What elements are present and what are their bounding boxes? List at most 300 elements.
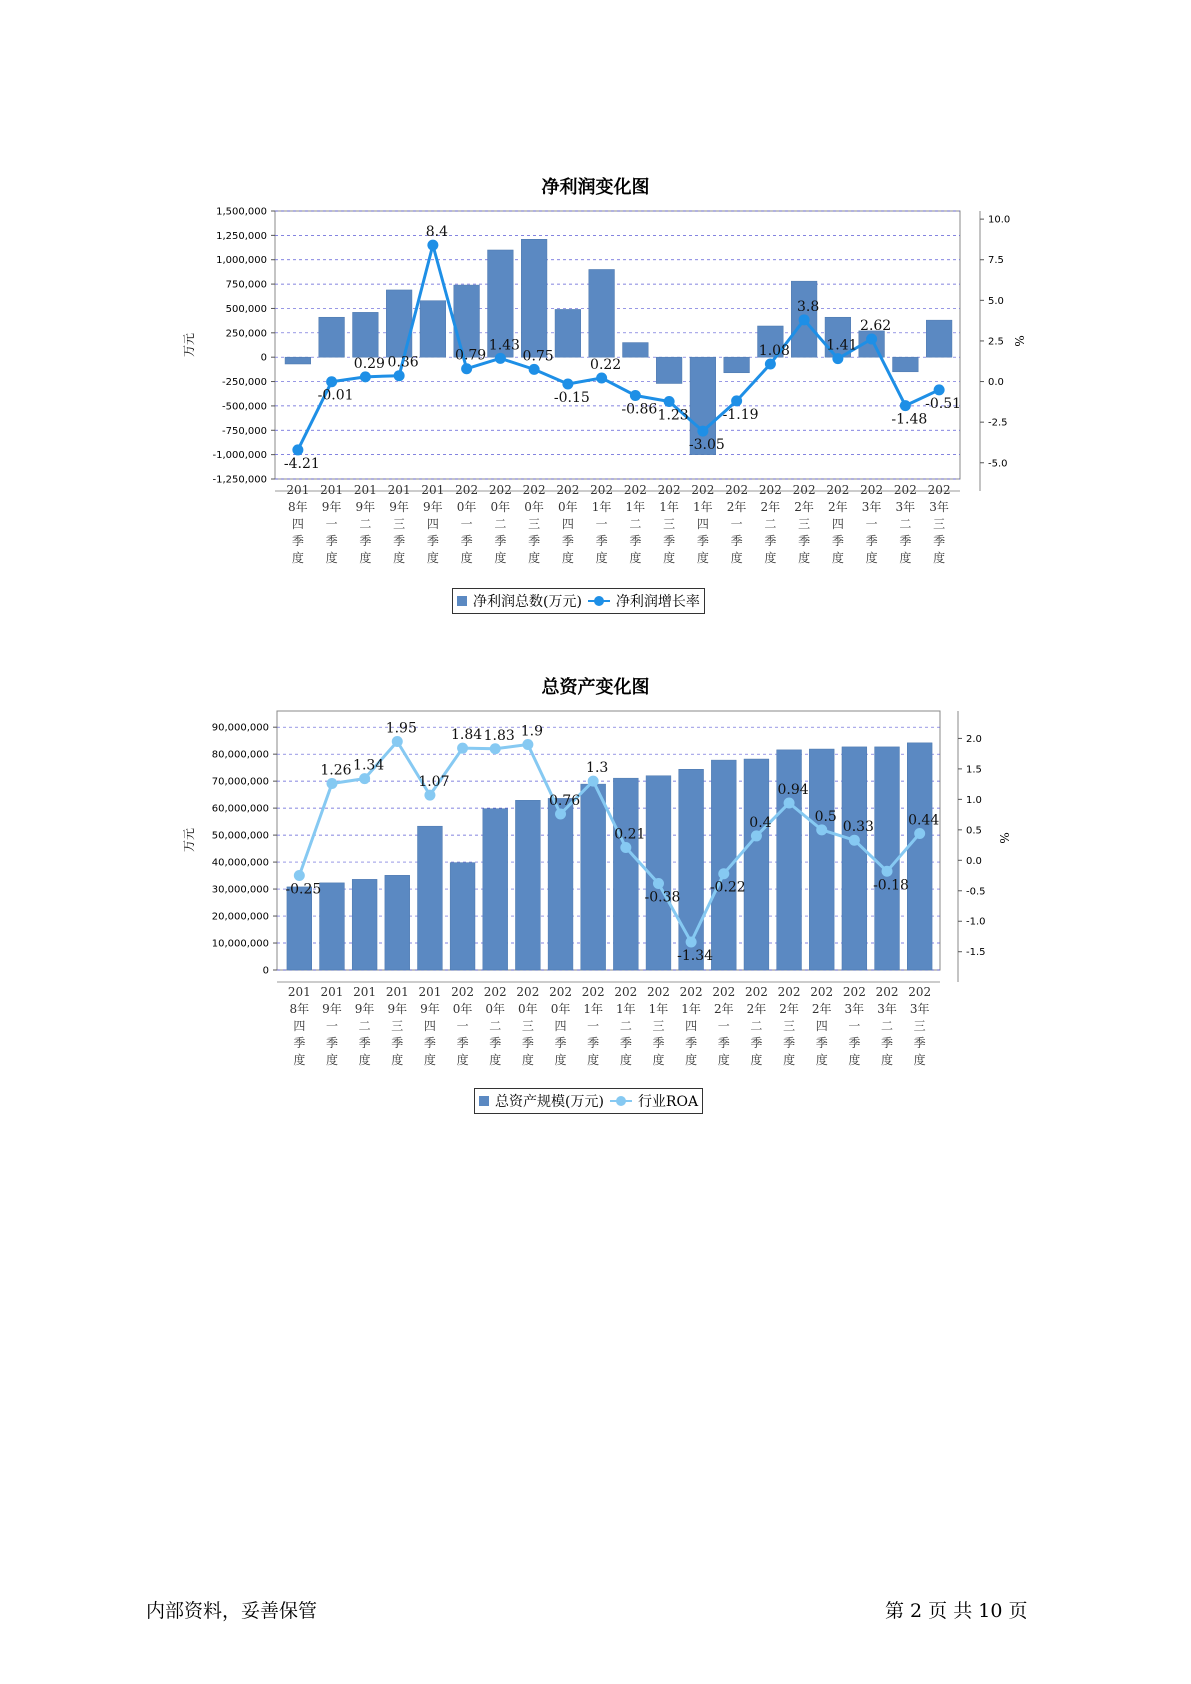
x-tick-label: 9年 <box>387 1002 408 1016</box>
x-tick-label: 一 <box>717 1019 730 1033</box>
x-tick-label: 四 <box>815 1019 828 1033</box>
x-tick-label: 度 <box>393 551 406 565</box>
x-tick-label: 度 <box>423 1053 436 1067</box>
data-label: 0.4 <box>749 814 772 831</box>
line-point <box>653 878 664 889</box>
x-tick-label: 一 <box>325 517 338 531</box>
data-label: 1.43 <box>488 337 520 354</box>
line-point <box>522 739 533 750</box>
x-tick-label: 202 <box>777 985 801 999</box>
x-tick-label: 202 <box>679 985 703 999</box>
y2-tick-label: -2.5 <box>988 417 1008 429</box>
x-tick-label: 3年 <box>877 1002 897 1016</box>
x-tick-label: 二 <box>619 1019 632 1033</box>
x-tick-label: 度 <box>815 1053 828 1067</box>
x-tick-label: 季 <box>685 1036 698 1050</box>
data-label: 1.84 <box>450 727 483 744</box>
y-tick-label: 1,000,000 <box>216 255 267 267</box>
x-tick-label: 202 <box>712 985 736 999</box>
bar <box>875 747 900 970</box>
data-label: 0.44 <box>908 812 940 829</box>
x-tick-label: 度 <box>325 551 338 565</box>
x-tick-label: 9年 <box>354 1002 375 1016</box>
x-tick-label: 202 <box>614 985 638 999</box>
x-tick-label: 季 <box>933 534 946 548</box>
bar <box>352 879 377 970</box>
x-tick-label: 四 <box>831 517 844 531</box>
x-tick-label: 季 <box>696 534 709 548</box>
x-tick-label: 度 <box>293 1053 306 1067</box>
x-tick-label: 度 <box>291 551 304 565</box>
x-tick-label: 度 <box>783 1053 796 1067</box>
chart-title: 净利润变化图 <box>541 177 650 198</box>
line-point <box>392 736 403 747</box>
data-label: 0.21 <box>614 826 646 843</box>
x-tick-label: 季 <box>325 534 338 548</box>
x-tick-label: 202 <box>927 483 951 497</box>
line-legend-swatch <box>610 1095 632 1107</box>
chart-title: 总资产变化图 <box>541 677 650 698</box>
x-tick-label: 季 <box>730 534 743 548</box>
x-tick-label: 四 <box>554 1019 567 1033</box>
data-label: 1.07 <box>418 774 450 791</box>
y2-tick-label: 5.0 <box>988 295 1004 307</box>
x-tick-label: 度 <box>359 551 372 565</box>
line-point <box>718 868 729 879</box>
x-tick-label: 度 <box>325 1053 338 1067</box>
bar <box>320 883 345 970</box>
data-label: 0.22 <box>590 356 622 373</box>
x-tick-label: 季 <box>619 1036 632 1050</box>
bar <box>418 826 443 970</box>
x-tick-label: 3年 <box>909 1002 930 1016</box>
x-tick-label: 9年 <box>355 500 376 514</box>
bar <box>385 875 410 970</box>
x-tick-label: 度 <box>717 1053 730 1067</box>
y2-tick-label: 0.0 <box>966 855 982 867</box>
x-tick-label: 季 <box>881 1036 894 1050</box>
y2-tick-label: -1.0 <box>966 916 986 928</box>
x-tick-label: 度 <box>685 1053 698 1067</box>
x-tick-label: 三 <box>528 517 541 531</box>
x-tick-label: 202 <box>451 985 475 999</box>
y-tick-label: 30,000,000 <box>211 884 269 896</box>
data-label: -0.25 <box>285 881 322 898</box>
x-tick-label: 度 <box>494 551 507 565</box>
x-tick-label: 三 <box>798 517 811 531</box>
y-tick-label: -1,250,000 <box>212 474 267 486</box>
x-tick-label: 度 <box>521 1053 534 1067</box>
x-tick-label: 季 <box>663 534 676 548</box>
x-tick-label: 季 <box>913 1036 926 1050</box>
data-label: 0.33 <box>842 819 874 836</box>
data-label: 8.4 <box>425 224 449 241</box>
x-tick-label: 9年 <box>420 1002 440 1016</box>
x-tick-label: 季 <box>391 1036 404 1050</box>
data-label: 0.36 <box>387 354 419 371</box>
y-tick-label: 70,000,000 <box>211 776 269 788</box>
legend-label: 行业ROA <box>637 1094 699 1110</box>
y-tick-label: -250,000 <box>222 377 267 389</box>
line-point <box>588 776 599 787</box>
x-tick-label: 四 <box>423 1019 436 1033</box>
x-tick-label: 201 <box>418 985 442 999</box>
x-tick-label: 202 <box>581 985 605 999</box>
x-tick-label: 202 <box>744 985 768 999</box>
x-tick-label: 0年 <box>518 1002 538 1016</box>
x-tick-label: 一 <box>456 1019 469 1033</box>
x-tick-label: 2年 <box>713 1002 734 1016</box>
x-tick-label: 2年 <box>794 500 814 514</box>
bar <box>450 863 475 970</box>
x-tick-label: 2年 <box>726 500 747 514</box>
footer-left: 内部资料，妥善保管 <box>146 1600 318 1622</box>
line-point <box>359 773 370 784</box>
x-tick-label: 季 <box>899 534 912 548</box>
data-label: 0.76 <box>548 792 581 809</box>
data-label: -1.48 <box>891 411 928 428</box>
bar-legend-swatch <box>479 1096 489 1106</box>
x-tick-label: 8年 <box>289 1002 310 1016</box>
y2-axis-label: % <box>997 832 1011 844</box>
x-tick-label: 度 <box>561 551 574 565</box>
bar <box>842 747 867 970</box>
x-tick-label: 度 <box>831 551 844 565</box>
data-label: 1.3 <box>586 760 609 777</box>
x-tick-label: 季 <box>423 1036 436 1050</box>
x-tick-label: 202 <box>875 985 899 999</box>
x-tick-label: 2年 <box>828 500 848 514</box>
x-tick-label: 一 <box>848 1019 861 1033</box>
data-label: 0.29 <box>353 355 385 372</box>
y-tick-label: 90,000,000 <box>211 722 269 734</box>
x-tick-label: 度 <box>629 551 642 565</box>
data-label: -0.15 <box>553 389 590 406</box>
x-tick-label: 一 <box>587 1019 600 1033</box>
y-tick-label: 1,500,000 <box>216 206 267 218</box>
data-label: 0.5 <box>814 808 837 825</box>
y-tick-label: 1,250,000 <box>216 230 267 242</box>
x-tick-label: 三 <box>652 1019 665 1033</box>
x-tick-label: 度 <box>881 1053 894 1067</box>
x-tick-label: 0年 <box>456 500 477 514</box>
x-tick-label: 1年 <box>681 1002 701 1016</box>
x-tick-label: 季 <box>293 1036 306 1050</box>
x-tick-label: 202 <box>488 483 512 497</box>
y2-tick-label: -5.0 <box>988 458 1008 470</box>
x-tick-label: 度 <box>528 551 541 565</box>
data-label: 1.08 <box>758 343 790 360</box>
data-label: 0.79 <box>455 347 487 364</box>
data-label: 1.83 <box>483 727 515 744</box>
data-label: 0.75 <box>522 348 554 365</box>
data-label: -1.19 <box>722 406 759 423</box>
x-tick-label: 季 <box>528 534 541 548</box>
x-tick-label: 二 <box>494 517 507 531</box>
x-tick-label: 四 <box>426 517 439 531</box>
x-tick-label: 季 <box>652 1036 665 1050</box>
chart-legend <box>474 1088 703 1114</box>
legend-label: 净利润增长率 <box>615 594 700 610</box>
x-tick-label: 3年 <box>844 1002 865 1016</box>
x-tick-label: 202 <box>522 483 546 497</box>
x-tick-label: 二 <box>358 1019 371 1033</box>
x-tick-label: 202 <box>725 483 749 497</box>
y2-tick-label: -0.5 <box>966 886 986 898</box>
x-tick-label: 季 <box>629 534 642 548</box>
x-tick-label: 2年 <box>779 1002 799 1016</box>
x-tick-label: 季 <box>595 534 608 548</box>
y-tick-label: 0 <box>260 352 267 364</box>
x-tick-label: 202 <box>623 483 647 497</box>
line-point <box>490 743 501 754</box>
data-label: -4.21 <box>283 455 320 472</box>
x-tick-label: 季 <box>521 1036 534 1050</box>
x-tick-label: 三 <box>393 517 406 531</box>
x-tick-label: 季 <box>561 534 574 548</box>
line-point <box>555 808 566 819</box>
x-tick-label: 度 <box>456 1053 469 1067</box>
x-tick-label: 二 <box>750 1019 763 1033</box>
x-tick-label: 度 <box>899 551 912 565</box>
y-tick-label: -500,000 <box>222 401 267 413</box>
y2-tick-label: 0.5 <box>966 825 982 837</box>
x-tick-label: 四 <box>685 1019 698 1033</box>
x-tick-label: 202 <box>758 483 782 497</box>
x-tick-label: 202 <box>590 483 614 497</box>
x-tick-label: 9年 <box>321 500 342 514</box>
y2-tick-label: 0.0 <box>988 377 1004 389</box>
x-tick-label: 三 <box>783 1019 796 1033</box>
x-tick-label: 度 <box>848 1053 861 1067</box>
data-label: -1.34 <box>677 947 714 964</box>
y-axis-label: 万元 <box>182 332 196 358</box>
data-label: 1.34 <box>353 757 385 774</box>
x-tick-label: 季 <box>865 534 878 548</box>
x-tick-label: 2年 <box>760 500 781 514</box>
footer-right: 第 2 页 共 10 页 <box>885 1600 1028 1622</box>
y2-tick-label: 10.0 <box>988 214 1011 226</box>
line-point <box>294 870 305 881</box>
x-tick-label: 季 <box>291 534 304 548</box>
x-tick-label: 201 <box>287 985 311 999</box>
x-tick-label: 四 <box>561 517 574 531</box>
x-tick-label: 0年 <box>524 500 544 514</box>
data-label: 0.94 <box>777 782 809 799</box>
x-tick-label: 二 <box>881 1019 894 1033</box>
x-tick-label: 8年 <box>288 500 308 514</box>
data-label: 1.26 <box>320 762 352 779</box>
x-tick-label: 202 <box>893 483 917 497</box>
x-tick-label: 1年 <box>616 1002 636 1016</box>
y-tick-label: 40,000,000 <box>211 857 269 869</box>
x-tick-label: 季 <box>815 1036 828 1050</box>
x-tick-label: 202 <box>842 985 866 999</box>
x-tick-label: 202 <box>826 483 850 497</box>
x-tick-label: 季 <box>848 1036 861 1050</box>
bar <box>483 809 508 970</box>
x-tick-label: 三 <box>663 517 676 531</box>
x-tick-label: 202 <box>860 483 884 497</box>
x-tick-label: 9年 <box>423 500 443 514</box>
x-tick-label: 度 <box>619 1053 632 1067</box>
data-label: -3.05 <box>688 437 725 454</box>
line-point <box>784 798 795 809</box>
x-tick-label: 2年 <box>746 1002 767 1016</box>
line-point <box>326 778 337 789</box>
x-tick-label: 0年 <box>452 1002 473 1016</box>
x-tick-label: 度 <box>391 1053 404 1067</box>
x-tick-label: 度 <box>764 551 777 565</box>
x-tick-label: 3年 <box>895 500 916 514</box>
data-label: -0.01 <box>317 387 354 404</box>
x-tick-label: 9年 <box>322 1002 342 1016</box>
x-tick-label: 201 <box>387 483 411 497</box>
x-tick-label: 度 <box>933 551 946 565</box>
line-point <box>457 743 468 754</box>
x-tick-label: 度 <box>865 551 878 565</box>
x-tick-label: 度 <box>730 551 743 565</box>
line-point <box>882 866 893 877</box>
line-point <box>914 828 925 839</box>
y2-tick-label: 1.5 <box>966 764 982 776</box>
x-tick-label: 季 <box>426 534 439 548</box>
y2-tick-label: 2.5 <box>988 336 1004 348</box>
data-label: 1.23 <box>657 407 689 424</box>
bar <box>548 798 573 970</box>
x-tick-label: 度 <box>358 1053 371 1067</box>
data-label: 1.41 <box>826 337 858 354</box>
x-tick-label: 202 <box>455 483 479 497</box>
bar <box>613 778 638 970</box>
x-tick-label: 三 <box>391 1019 404 1033</box>
y2-tick-label: 7.5 <box>988 255 1004 267</box>
x-tick-label: 二 <box>629 517 642 531</box>
x-tick-label: 二 <box>359 517 372 531</box>
x-tick-label: 度 <box>587 1053 600 1067</box>
bar <box>515 800 540 970</box>
bar <box>907 743 932 970</box>
y-tick-label: 20,000,000 <box>211 911 269 923</box>
x-tick-label: 201 <box>320 985 344 999</box>
x-tick-label: 季 <box>494 534 507 548</box>
data-label: -0.86 <box>621 401 658 418</box>
x-tick-label: 度 <box>652 1053 665 1067</box>
x-tick-label: 季 <box>460 534 473 548</box>
x-tick-label: 度 <box>798 551 811 565</box>
y2-tick-label: 2.0 <box>966 733 982 745</box>
data-label: 1.95 <box>385 720 417 737</box>
data-label: -0.18 <box>873 877 909 894</box>
x-tick-label: 度 <box>595 551 608 565</box>
y-tick-label: 0 <box>262 965 269 977</box>
x-tick-label: 三 <box>913 1019 926 1033</box>
x-tick-label: 度 <box>426 551 439 565</box>
x-tick-label: 2年 <box>811 1002 832 1016</box>
y-tick-label: 10,000,000 <box>211 938 269 950</box>
line-point <box>424 790 435 801</box>
x-tick-label: 度 <box>554 1053 567 1067</box>
x-tick-label: 度 <box>489 1053 502 1067</box>
x-tick-label: 一 <box>460 517 473 531</box>
y-tick-label: 750,000 <box>225 279 267 291</box>
x-tick-label: 0年 <box>485 1002 506 1016</box>
x-tick-label: 201 <box>353 985 377 999</box>
x-tick-label: 1年 <box>693 500 713 514</box>
x-tick-label: 202 <box>647 985 670 999</box>
x-tick-label: 二 <box>764 517 777 531</box>
data-label: 3.8 <box>796 298 820 315</box>
x-tick-label: 季 <box>554 1036 567 1050</box>
x-tick-label: 0年 <box>490 500 511 514</box>
bar <box>287 887 312 970</box>
x-tick-label: 202 <box>549 985 572 999</box>
bar <box>809 749 834 970</box>
bar <box>581 784 606 970</box>
x-tick-label: 202 <box>691 483 715 497</box>
x-tick-label: 202 <box>908 985 932 999</box>
y-tick-label: 60,000,000 <box>211 803 269 815</box>
x-tick-label: 一 <box>865 517 878 531</box>
x-tick-label: 度 <box>913 1053 926 1067</box>
y2-tick-label: -1.5 <box>966 947 986 959</box>
x-tick-label: 三 <box>933 517 946 531</box>
x-tick-label: 四 <box>696 517 709 531</box>
line-point <box>686 936 697 947</box>
bar <box>744 759 772 970</box>
y2-tick-label: 1.0 <box>966 794 982 806</box>
x-tick-label: 度 <box>663 551 676 565</box>
x-tick-label: 度 <box>460 551 473 565</box>
line-point <box>620 842 631 853</box>
data-label: 1.9 <box>520 723 544 740</box>
x-tick-label: 季 <box>783 1036 796 1050</box>
y-tick-label: -1,000,000 <box>212 450 267 462</box>
x-tick-label: 度 <box>696 551 709 565</box>
x-tick-label: 一 <box>595 517 608 531</box>
y-tick-label: 80,000,000 <box>211 749 269 761</box>
x-tick-label: 201 <box>385 985 409 999</box>
x-tick-label: 0年 <box>558 500 578 514</box>
x-tick-label: 0年 <box>550 1002 571 1016</box>
x-tick-label: 201 <box>286 483 310 497</box>
x-tick-label: 季 <box>750 1036 763 1050</box>
y-tick-label: 50,000,000 <box>211 830 269 842</box>
data-label: -0.22 <box>709 879 746 896</box>
x-tick-label: 1年 <box>583 1002 603 1016</box>
x-tick-label: 202 <box>810 985 834 999</box>
x-tick-label: 3年 <box>861 500 882 514</box>
x-tick-label: 1年 <box>591 500 612 514</box>
x-tick-label: 202 <box>792 483 816 497</box>
x-tick-label: 二 <box>489 1019 502 1033</box>
x-tick-label: 3年 <box>929 500 949 514</box>
x-tick-label: 季 <box>489 1036 502 1050</box>
y-tick-label: -750,000 <box>222 425 267 437</box>
data-label: -0.38 <box>644 889 681 906</box>
x-tick-label: 季 <box>456 1036 469 1050</box>
x-tick-label: 四 <box>291 517 304 531</box>
x-tick-label: 季 <box>764 534 777 548</box>
x-tick-label: 季 <box>831 534 844 548</box>
x-tick-label: 1年 <box>625 500 646 514</box>
x-tick-label: 1年 <box>659 500 679 514</box>
x-tick-label: 201 <box>353 483 377 497</box>
line-point <box>849 835 860 846</box>
x-tick-label: 度 <box>750 1053 763 1067</box>
x-tick-label: 季 <box>325 1036 338 1050</box>
x-tick-label: 季 <box>798 534 811 548</box>
